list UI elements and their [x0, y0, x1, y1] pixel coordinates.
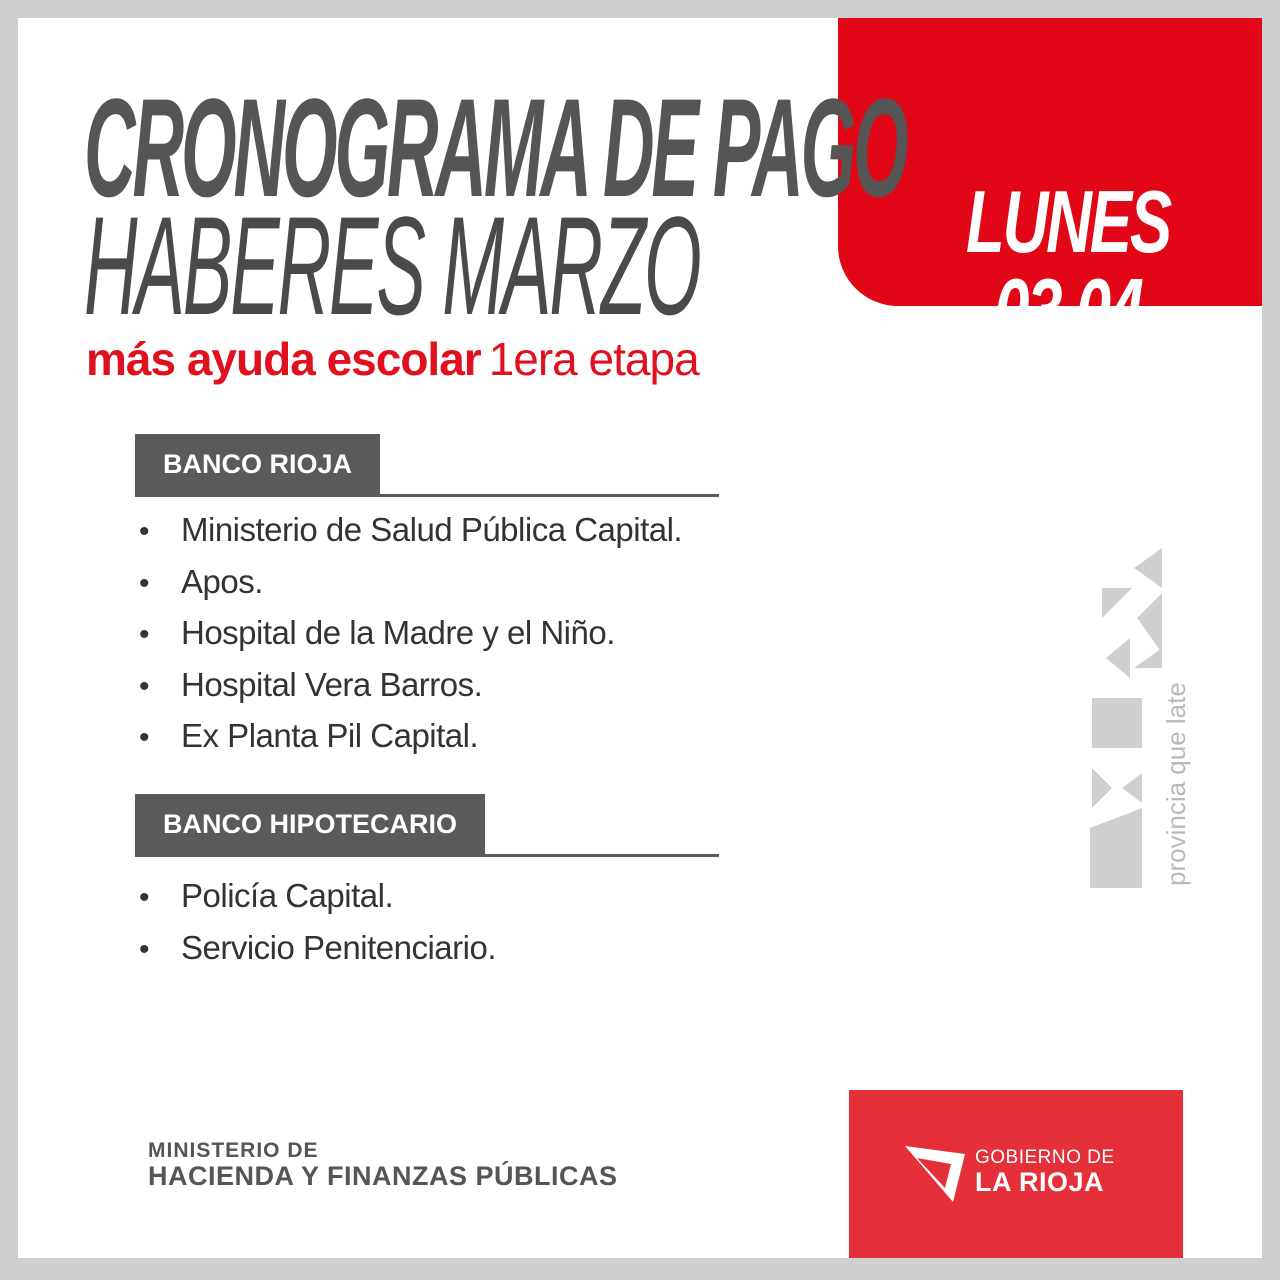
bank-list-hipotecario — [135, 870, 496, 973]
bullet-icon: • — [139, 881, 150, 914]
payment-date: LUNES 03.04 — [966, 172, 1170, 359]
list-item — [135, 922, 496, 974]
title-line-2: HABERES MARZO — [84, 187, 700, 344]
ministry-line-1: MINISTERIO DE — [148, 1139, 319, 1162]
gov-line-1: GOBIERNO DE — [975, 1147, 1115, 1168]
list-item-text: Hospital de la Madre y el Niño. — [181, 614, 615, 651]
list-item — [135, 556, 682, 608]
subtitle-light: 1era etapa — [488, 333, 699, 385]
bullet-icon: • — [139, 721, 150, 754]
gov-line-2: LA RIOJA — [975, 1166, 1105, 1197]
bullet-icon: • — [139, 566, 150, 600]
ministry-name — [148, 1140, 618, 1190]
title-line-1: CRONOGRAMA DE PAGO — [84, 69, 906, 226]
list-item — [135, 870, 496, 922]
bullet-icon: • — [139, 932, 150, 966]
list-item-text: Hospital Vera Barros. — [181, 665, 483, 703]
poster-card — [18, 18, 1262, 1258]
bank-label: BANCO RIOJA — [135, 434, 380, 494]
ministry-line-2: HACIENDA Y FINANZAS PÚBLICAS — [148, 1161, 618, 1192]
list-item-text: Ministerio de Salud Pública Capital. — [181, 511, 683, 548]
bullet-icon: • — [139, 515, 150, 548]
government-text — [975, 1148, 1115, 1196]
list-item-text: Servicio Penitenciario. — [181, 928, 496, 966]
government-logo — [849, 1090, 1183, 1258]
bank-list-rioja — [135, 504, 682, 762]
subtitle — [86, 332, 699, 386]
bank-header-hipotecario — [135, 794, 719, 857]
bank-header-rioja — [135, 434, 719, 497]
side-tagline: provincia que late — [1161, 682, 1191, 886]
list-item-text: Apos. — [181, 562, 263, 600]
subtitle-bold: más ayuda escolar — [86, 333, 481, 385]
list-item-text: Ex Planta Pil Capital. — [181, 717, 479, 754]
list-item — [135, 659, 682, 711]
list-item — [135, 607, 682, 659]
bullet-icon: • — [139, 618, 150, 651]
bank-label: BANCO HIPOTECARIO — [135, 794, 485, 854]
bullet-icon: • — [139, 669, 150, 703]
list-item — [135, 710, 682, 762]
la-rioja-mark-icon — [903, 1144, 973, 1206]
list-item-text: Policía Capital. — [181, 877, 394, 914]
list-item — [135, 504, 682, 556]
